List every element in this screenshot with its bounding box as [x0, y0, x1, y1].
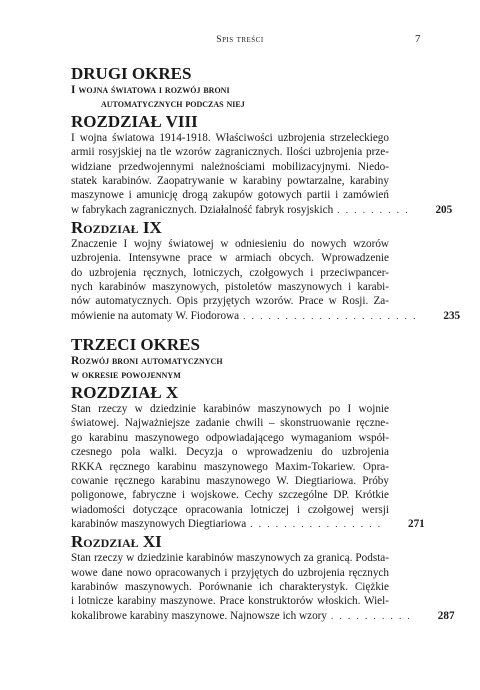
entry-last-line [71, 517, 425, 531]
entry-line: widziane przedwojennymi należnościami mobilizacyjnymi. Niedo- [71, 160, 389, 173]
entry-line: statek karabinów. Zaopatrywanie w karabiny powtarzalne, karabiny [71, 175, 389, 188]
entry-line: czesnego pola walki. Decyzja o wprowadzeniu do uzbrojenia [71, 446, 389, 459]
entry-line: karabinów maszynowych Diegtiariowa [71, 517, 247, 530]
entry-line: i lotnicze karabiny maszynowe. Prace konstruktorów włoskich. Wiel- [71, 595, 389, 608]
entry-line: armii rosyjskiej na tle wzorów zagranicznych. Ilości uzbrojenia prze- [71, 146, 389, 159]
entry-line: w fabrykach zagranicznych. Działalność fabryk rosyjskich [71, 203, 334, 216]
entry-last-line [71, 609, 455, 623]
part-spacer [71, 323, 389, 335]
part-subtitle [71, 83, 389, 111]
part-subtitle-line: w okresie powojennym [71, 369, 181, 382]
entry-line: Stan rzeczy w dziedzinie karabinów maszynowych po I wojnie [71, 403, 389, 416]
entry-line: nych karabinów maszynowych, pistoletów maszynowych i karabi- [71, 281, 389, 294]
entry-page-number: 235 [443, 309, 461, 322]
dot-leader: . . . . . . . . . . . . . . . . . . . . . [243, 310, 418, 321]
toc-entry[interactable] [71, 402, 425, 531]
entry-page-number: 205 [435, 203, 453, 216]
entry-line: do uzbrojenia ręcznych, lotniczych, czołgowych i przeciwpancer- [71, 266, 389, 279]
toc-entry[interactable] [71, 551, 455, 623]
running-head: Spis treści [216, 35, 264, 45]
entry-line: poligonowe, fabryczne i wojskowe. Cechy szczególne DP. Krótkie [71, 489, 389, 502]
entry-line: RKKA ręcznego karabinu maszynowego Maxim-Tokariew. Opra- [71, 460, 389, 473]
entry-line: karabinów maszynowych. Porównanie ich charakterystyk. Ciężkie [71, 580, 389, 593]
table-of-contents [71, 64, 461, 623]
chapter-title: ROZDZIAŁ VIII [71, 112, 198, 131]
dot-leader: . . . . . . . . . [337, 204, 410, 215]
dot-leader: . . . . . . . . . . [331, 610, 412, 621]
entry-line: wiadomości dotyczące opracowania lotniczej i czołgowej wersji [71, 503, 389, 516]
part-section [71, 335, 455, 623]
part-title: DRUGI OKRES [71, 64, 192, 83]
entry-line: mówienie na automaty W. Fiodorowa [71, 309, 240, 322]
part-section [71, 64, 461, 323]
entry-line: go karabinu maszynowego odpowiadającego wymaganiom współ- [71, 431, 389, 444]
chapter-title: Rozdział XI [71, 532, 162, 552]
chapter-title: ROZDZIAŁ X [71, 383, 179, 403]
entry-last-line [71, 203, 453, 217]
page-number: 7 [415, 33, 421, 45]
dot-leader: . . . . . . . . . . . . . . . . [250, 518, 382, 529]
toc-entry[interactable] [71, 237, 461, 323]
entry-line: I wojna światowa 1914-1918. Właściwości uzbrojenia strzeleckiego [71, 132, 389, 144]
chapter-title: Rozdział IX [71, 218, 162, 238]
entry-line: wowe dane nowo opracowanych i przyjętych do uzbrojenia ręcznych [71, 566, 389, 579]
entry-line: Znaczenie I wojny światowej w odniesieniu do nowych wzorów [71, 238, 389, 251]
part-title: TRZECI OKRES [71, 335, 200, 355]
entry-page-number: 271 [407, 517, 425, 530]
toc-entry[interactable] [71, 131, 453, 217]
part-subtitle [71, 354, 389, 382]
entry-line: kokalibrowe karabiny maszynowe. Najnowsze ich wzory [71, 609, 327, 622]
entry-last-line [71, 309, 461, 323]
part-subtitle-line: Rozwój broni automatycznych [71, 355, 223, 368]
part-subtitle-line: I wojna światowa i rozwój broni [71, 84, 230, 96]
entry-line: uzbrojenia. Intensywne prace w armiach obcych. Wprowadzenie [71, 252, 389, 265]
entry-line: Stan rzeczy w dziedzinie karabinów maszynowych za granicą. Podsta- [71, 552, 389, 565]
entry-page-number: 287 [437, 609, 455, 622]
entry-line: cowanie ręcznego karabinu maszynowego W. Diegtiariowa. Próby [71, 474, 389, 487]
entry-line: nów automatycznych. Opis przyjętych wzorów. Prace w Rosji. Za- [71, 295, 389, 308]
entry-line: maszynowe i amunicję drogą zakupów gotowych partii i zamówień [71, 189, 389, 202]
part-subtitle-line: automatycznych podczas niej [101, 98, 245, 110]
entry-line: światowej. Najważniejsze zadanie chwili – skonstruowanie ręczne- [71, 417, 389, 430]
